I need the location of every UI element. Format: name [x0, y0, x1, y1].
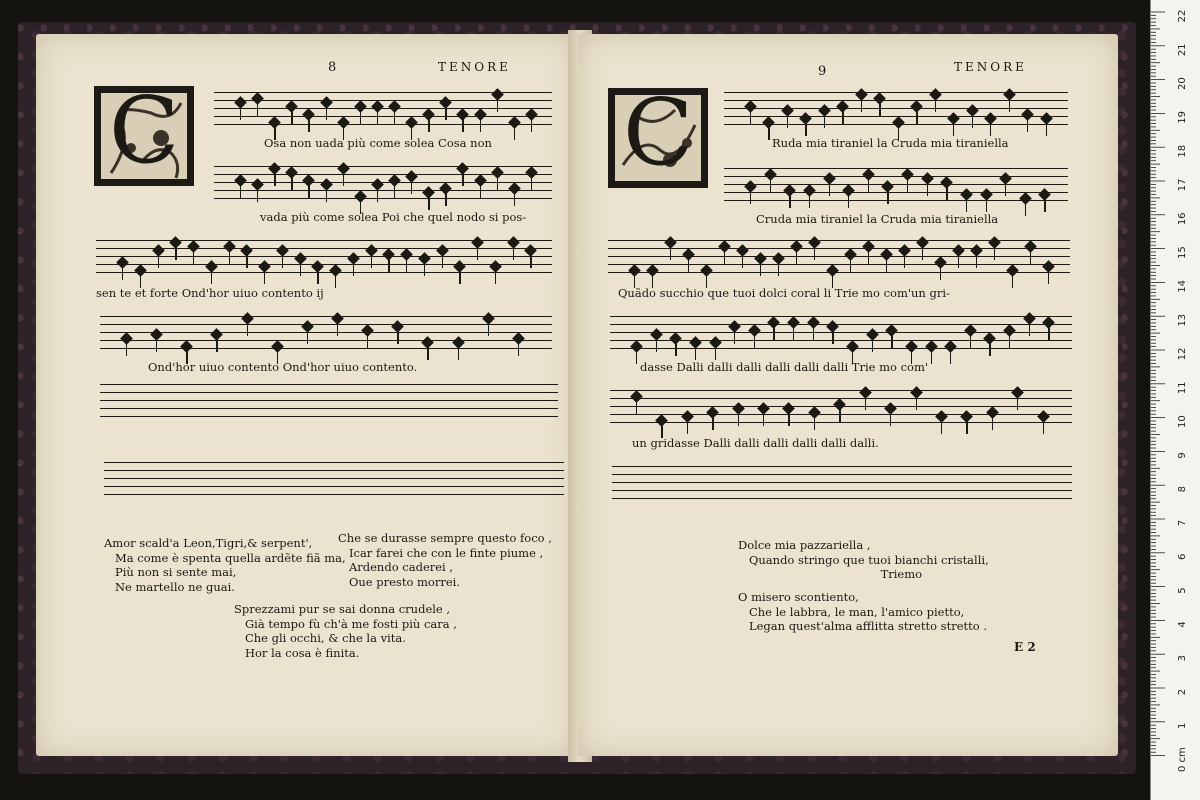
note-stem: [175, 246, 176, 260]
note-stem: [477, 246, 478, 260]
ruler-label: 15: [1177, 246, 1188, 259]
note-stem: [966, 198, 967, 212]
note-stem: [907, 178, 908, 192]
note-stem: [428, 118, 429, 132]
note-stem: [868, 178, 869, 192]
note-stem: [442, 254, 443, 268]
note-stem: [824, 114, 825, 128]
staff-line: [214, 198, 552, 199]
note-stem: [377, 188, 378, 202]
lyric-line: Ruda mia tiraniel la Cruda mia tiraniella: [772, 136, 1009, 150]
staff-line: [104, 494, 564, 495]
note-stem: [1044, 198, 1045, 212]
note-stem: [868, 250, 869, 264]
note-stem: [1029, 322, 1030, 336]
staff-line: [724, 184, 1068, 185]
note-stem: [1048, 326, 1049, 340]
ruler-label: 18: [1177, 144, 1188, 158]
note-stem: [793, 326, 794, 340]
note-stem: [514, 192, 515, 206]
verse-stanza: Che se durasse sempre questo foco , Icar farei che con le finte piume , Ardendo caderei , Oue presto morrei.: [338, 531, 552, 589]
part-title: TENORE: [438, 60, 511, 74]
note-stem: [787, 114, 788, 128]
note-stem: [890, 412, 891, 426]
ruler-label: 1: [1177, 722, 1188, 729]
note-stem: [886, 258, 887, 272]
note-stem: [1046, 122, 1047, 136]
staff-line: [608, 240, 1070, 241]
staff-line: [610, 316, 1072, 317]
note-stem: [861, 98, 862, 112]
note-stem: [158, 254, 159, 268]
staff-line: [612, 498, 1072, 499]
note-stem: [367, 334, 368, 348]
note-stem: [966, 420, 967, 434]
note-stem: [872, 338, 873, 352]
note-stem: [445, 106, 446, 120]
note-stem: [994, 246, 995, 260]
staff-line: [104, 462, 564, 463]
note-stem: [976, 254, 977, 268]
ruler-label: 6: [1177, 553, 1188, 560]
staff-line: [724, 176, 1068, 177]
note-stem: [531, 118, 532, 132]
note-stem: [1009, 98, 1010, 112]
note-stem: [126, 342, 127, 356]
verse-stanza: Dolce mia pazzariella , Quando stringo que tuoi bianchi cristalli, Triemo: [738, 538, 989, 581]
note-stem: [480, 184, 481, 198]
page-number: 8: [328, 60, 337, 75]
lyric-line: Cruda mia tiraniel la Cruda mia tiraniella: [756, 212, 999, 226]
note-stem: [687, 420, 688, 434]
note-stem: [829, 182, 830, 196]
signature-mark: E 2: [1014, 640, 1036, 654]
note-stem: [1027, 118, 1028, 132]
staff-line: [96, 272, 552, 273]
note-stem: [1012, 274, 1013, 288]
note-stem: [353, 262, 354, 276]
verse-stanza: O misero scontiento, Che le labbra, le man, l'amico pietto, Legan quest'alma afflitta stretto stretto .: [738, 590, 987, 633]
note-stem: [990, 122, 991, 136]
note-stem: [814, 416, 815, 430]
staff-line: [100, 324, 552, 325]
music-staff: [214, 166, 552, 200]
note-stem: [156, 338, 157, 352]
staff-line: [100, 384, 558, 385]
note-stem: [308, 118, 309, 132]
ruler-label: 16: [1177, 212, 1188, 226]
note-stem: [850, 258, 851, 272]
music-staff: [100, 384, 558, 418]
ruler-label: 22: [1177, 9, 1188, 23]
note-stem: [742, 254, 743, 268]
staff-line: [214, 190, 552, 191]
ruler-label: 21: [1177, 43, 1188, 57]
music-staff: [610, 316, 1072, 350]
part-title: TENORE: [954, 60, 1027, 74]
note-stem: [397, 330, 398, 344]
staff-line: [100, 392, 558, 393]
note-stem: [427, 346, 428, 360]
note-stem: [958, 254, 959, 268]
note-stem: [805, 122, 806, 136]
music-staff: [610, 390, 1072, 424]
staff-line: [724, 200, 1068, 201]
note-stem: [291, 110, 292, 124]
note-stem: [1030, 250, 1031, 264]
left-page: [36, 34, 576, 756]
staff-line: [96, 240, 552, 241]
note-stem: [992, 416, 993, 430]
note-stem: [291, 176, 292, 190]
note-stem: [891, 334, 892, 348]
note-stem: [788, 412, 789, 426]
note-stem: [750, 110, 751, 124]
staff-line: [724, 192, 1068, 193]
note-stem: [922, 246, 923, 260]
note-stem: [274, 172, 275, 186]
lyric-line: sen te et forte Ond'hor uiuo contento ij: [96, 286, 324, 300]
staff-line: [610, 414, 1072, 415]
staff-line: [104, 486, 564, 487]
staff-line: [608, 256, 1070, 257]
note-stem: [750, 190, 751, 204]
note-stem: [770, 178, 771, 192]
note-stem: [1017, 396, 1018, 410]
ruler-label: 17: [1177, 178, 1188, 192]
staff-line: [214, 124, 552, 125]
note-stem: [832, 330, 833, 344]
note-stem: [950, 350, 951, 364]
note-stem: [839, 408, 840, 422]
note-stem: [796, 250, 797, 264]
staff-line: [104, 470, 564, 471]
ruler-label: 0 cm: [1177, 747, 1188, 772]
staff-line: [100, 408, 558, 409]
ruler-label: 3: [1177, 655, 1188, 662]
staff-line: [608, 264, 1070, 265]
note-stem: [712, 416, 713, 430]
staff-line: [214, 166, 552, 167]
verse-stanza: Sprezzami pur se sai donna crudele , Già tempo fù ch'à me fosti più cara , Che gli occhi, & che la vita. Hor la cosa è finita.: [234, 602, 457, 660]
note-stem: [989, 342, 990, 356]
note-stem: [636, 400, 637, 414]
verse-stanza: Amor scald'a Leon,Tigri,& serpent', Ma come è spenta quella ardẽte fiã ma, Più non si sente mai, Ne martello ne guai.: [104, 536, 346, 594]
staff-line: [610, 332, 1072, 333]
note-stem: [264, 270, 265, 284]
ruler-label: 19: [1177, 111, 1188, 124]
ruler-label: 7: [1177, 519, 1188, 527]
ruler-label: 8: [1177, 486, 1188, 493]
note-stem: [1005, 182, 1006, 196]
note-stem: [229, 250, 230, 264]
note-stem: [300, 262, 301, 276]
note-stem: [1048, 270, 1049, 284]
note-stem: [842, 110, 843, 124]
note-stem: [768, 126, 769, 140]
staff-line: [100, 416, 558, 417]
note-stem: [513, 246, 514, 260]
note-stem: [394, 184, 395, 198]
music-staff: [214, 92, 552, 126]
staff-line: [100, 332, 552, 333]
note-stem: [946, 186, 947, 200]
staff-line: [104, 478, 564, 479]
staff-line: [214, 100, 552, 101]
note-stem: [343, 172, 344, 186]
initial-letter: C: [109, 93, 180, 179]
lyric-line: vada più come solea Poi che quel nodo si pos-: [260, 210, 527, 224]
note-stem: [972, 114, 973, 128]
lyric-line: Osa non uada più come solea Cosa non: [264, 136, 492, 150]
lyric-line: Ond'hor uiuo contento Ond'hor uiuo contento.: [148, 360, 418, 374]
note-stem: [636, 350, 637, 364]
lyric-line: Quãdo succhio que tuoi dolci coral li Trie mo com'un gri-: [618, 286, 950, 300]
staff-line: [610, 390, 1072, 391]
note-stem: [814, 246, 815, 260]
note-stem: [371, 254, 372, 268]
note-stem: [941, 420, 942, 434]
staff-line: [724, 92, 1068, 93]
note-stem: [809, 194, 810, 208]
note-stem: [246, 254, 247, 268]
staff-line: [608, 272, 1070, 273]
note-stem: [462, 172, 463, 186]
ruler-label: 12: [1177, 347, 1188, 361]
ruler-label: 9: [1177, 452, 1188, 459]
note-stem: [497, 176, 498, 190]
note-stem: [813, 326, 814, 340]
ruler-label: 13: [1177, 313, 1188, 327]
page-number: 9: [818, 64, 827, 79]
ruler-label: 14: [1177, 280, 1188, 293]
note-stem: [497, 98, 498, 112]
initial-letter: C: [623, 95, 694, 181]
note-stem: [670, 246, 671, 260]
note-stem: [916, 110, 917, 124]
note-stem: [394, 110, 395, 124]
staff-line: [610, 422, 1072, 423]
note-stem: [940, 266, 941, 280]
music-staff: [608, 240, 1070, 274]
note-stem: [462, 118, 463, 132]
staff-line: [608, 248, 1070, 249]
staff-line: [612, 482, 1072, 483]
note-stem: [887, 190, 888, 204]
staff-line: [96, 256, 552, 257]
music-staff: [724, 168, 1068, 202]
staff-line: [100, 400, 558, 401]
note-stem: [754, 334, 755, 348]
note-stem: [1009, 334, 1010, 348]
measurement-ruler: [1150, 0, 1200, 800]
note-stem: [1043, 420, 1044, 434]
note-stem: [931, 350, 932, 364]
note-stem: [459, 270, 460, 284]
staff-line: [96, 264, 552, 265]
note-stem: [688, 258, 689, 272]
note-stem: [734, 330, 735, 344]
staff-line: [100, 348, 552, 349]
ruler-label: 2: [1177, 688, 1188, 696]
note-stem: [240, 106, 241, 120]
ruler-label: 20: [1177, 77, 1188, 90]
staff-line: [214, 116, 552, 117]
music-staff: [104, 462, 564, 496]
note-stem: [773, 326, 774, 340]
note-stem: [904, 254, 905, 268]
note-stem: [424, 262, 425, 276]
ruler-scale: [1151, 0, 1200, 800]
note-stem: [970, 334, 971, 348]
note-stem: [518, 342, 519, 356]
note-stem: [488, 322, 489, 336]
right-page: [578, 34, 1118, 756]
note-stem: [122, 266, 123, 280]
note-stem: [445, 192, 446, 206]
decorated-initial: [94, 86, 194, 186]
note-stem: [656, 338, 657, 352]
note-stem: [675, 342, 676, 356]
staff-line: [612, 490, 1072, 491]
staff-line: [724, 168, 1068, 169]
note-stem: [879, 102, 880, 116]
ruler-label: 10: [1177, 415, 1188, 428]
note-stem: [307, 330, 308, 344]
note-stem: [531, 176, 532, 190]
staff-line: [612, 466, 1072, 467]
note-stem: [738, 412, 739, 426]
note-stem: [986, 198, 987, 212]
note-stem: [335, 274, 336, 288]
note-stem: [865, 396, 866, 410]
note-stem: [211, 270, 212, 284]
note-stem: [724, 250, 725, 264]
note-stem: [927, 182, 928, 196]
note-stem: [282, 254, 283, 268]
note-stem: [428, 196, 429, 210]
decorated-initial: [608, 88, 708, 188]
note-stem: [458, 346, 459, 360]
staff-line: [100, 340, 552, 341]
note-stem: [308, 184, 309, 198]
note-stem: [388, 258, 389, 272]
note-stem: [789, 194, 790, 208]
note-stem: [763, 412, 764, 426]
note-stem: [935, 98, 936, 112]
ruler-label: 11: [1177, 381, 1188, 395]
note-stem: [406, 258, 407, 272]
note-stem: [411, 180, 412, 194]
note-stem: [514, 126, 515, 140]
music-staff: [612, 466, 1072, 500]
note-stem: [495, 270, 496, 284]
note-stem: [360, 110, 361, 124]
note-stem: [848, 194, 849, 208]
lyric-line: dasse Dalli dalli dalli dalli dalli dalli Trie mo com': [640, 360, 929, 374]
note-stem: [377, 110, 378, 124]
note-stem: [326, 106, 327, 120]
note-stem: [326, 188, 327, 202]
note-stem: [953, 122, 954, 136]
music-staff: [100, 316, 552, 350]
note-stem: [257, 102, 258, 116]
staff-line: [610, 348, 1072, 349]
note-stem: [916, 396, 917, 410]
note-stem: [247, 322, 248, 336]
music-staff: [724, 92, 1068, 126]
note-stem: [778, 262, 779, 276]
music-staff: [96, 240, 552, 274]
note-stem: [530, 254, 531, 268]
note-stem: [257, 188, 258, 202]
staff-line: [612, 474, 1072, 475]
staff-line: [724, 108, 1068, 109]
note-stem: [317, 270, 318, 284]
note-stem: [193, 250, 194, 264]
note-stem: [480, 118, 481, 132]
ruler-label: 4: [1177, 621, 1188, 628]
staff-line: [610, 324, 1072, 325]
note-stem: [240, 184, 241, 198]
note-stem: [216, 338, 217, 352]
note-stem: [337, 322, 338, 336]
note-stem: [695, 346, 696, 360]
staff-line: [724, 100, 1068, 101]
ruler-label: 5: [1177, 587, 1188, 594]
staff-line: [214, 108, 552, 109]
lyric-line: un gridasse Dalli dalli dalli dalli dalli dalli.: [632, 436, 879, 450]
note-stem: [715, 346, 716, 360]
note-stem: [1025, 202, 1026, 216]
note-stem: [760, 262, 761, 276]
